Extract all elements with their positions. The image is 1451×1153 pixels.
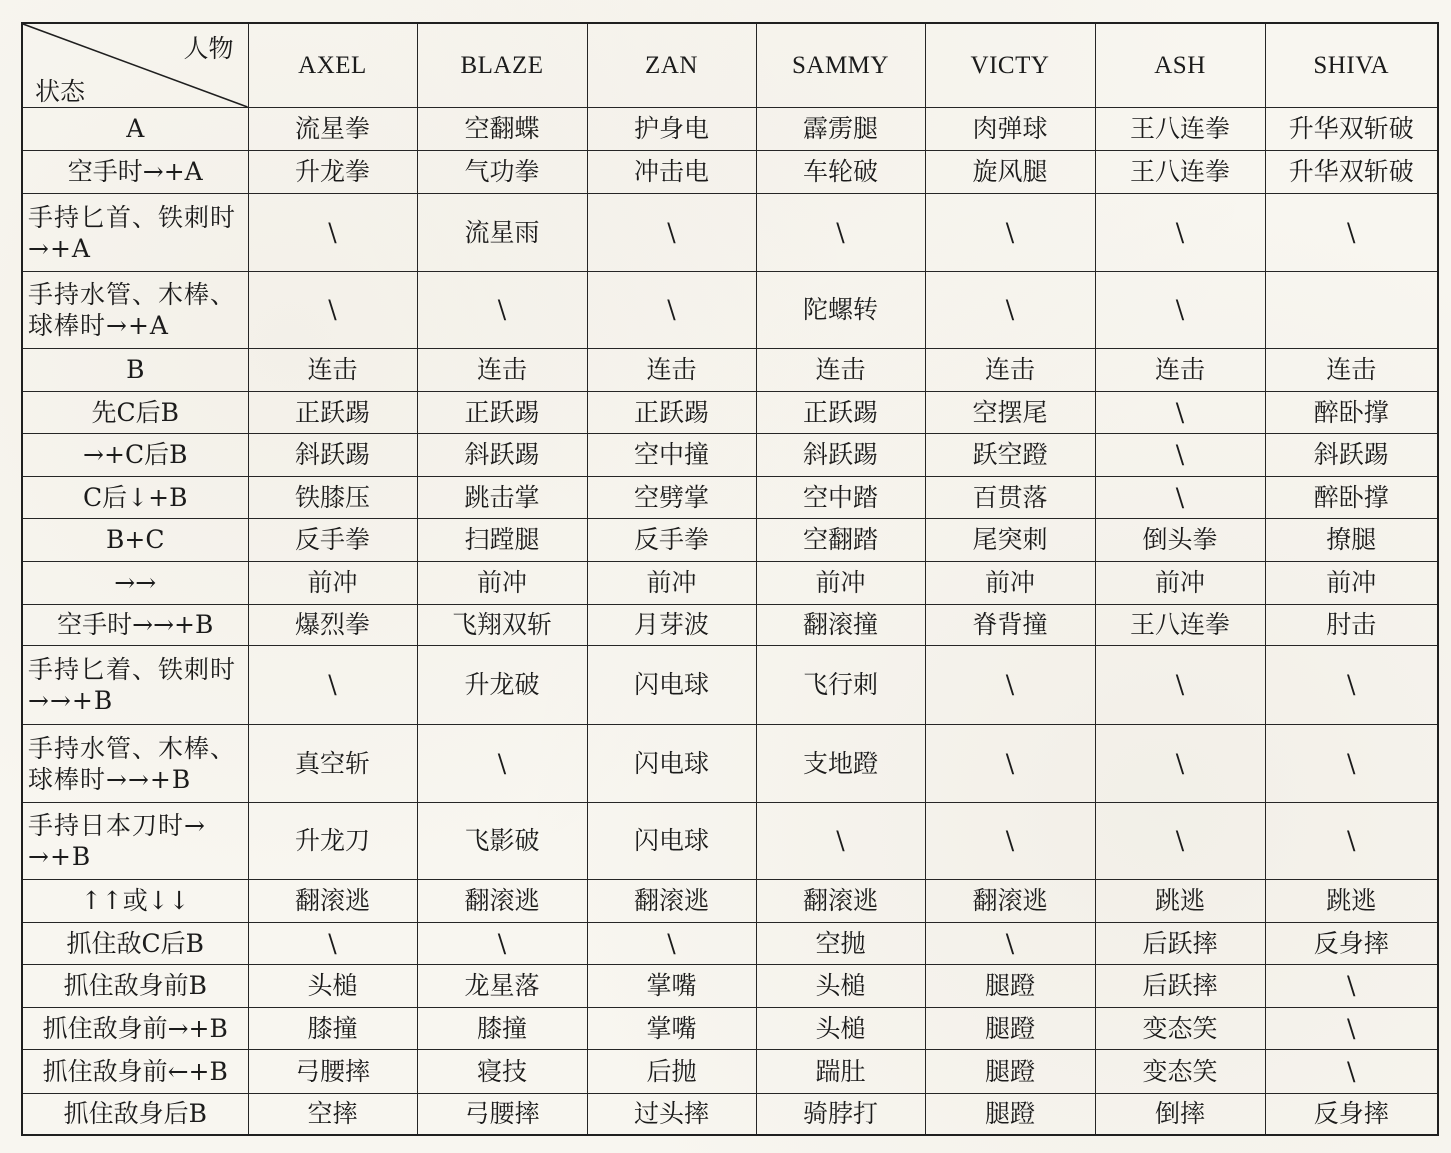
move-cell-zan: 月芽波	[587, 605, 756, 646]
move-cell-victy: 前冲	[925, 562, 1095, 605]
move-cell-sammy: 霹雳腿	[756, 108, 925, 151]
move-cell-sammy: 翻滚撞	[756, 605, 925, 646]
table-row	[22, 725, 1438, 803]
move-cell-shiva: \	[1265, 194, 1438, 272]
move-cell-axel: 膝撞	[248, 1008, 417, 1050]
move-cell-sammy: \	[756, 194, 925, 272]
move-cell-ash: \	[1095, 725, 1265, 803]
move-cell-ash: \	[1095, 477, 1265, 519]
table-row	[22, 272, 1438, 349]
move-cell-zan: 正跃踢	[587, 392, 756, 434]
move-cell-victy: \	[925, 194, 1095, 272]
move-cell-shiva: \	[1265, 1050, 1438, 1094]
move-cell-blaze: 扫蹚腿	[417, 519, 587, 562]
state-label: →+C后B	[83, 440, 188, 469]
state-label-line-1: 手持水管、木棒、	[28, 280, 237, 309]
move-cell-axel: \	[248, 923, 417, 965]
table-row	[22, 392, 1438, 434]
table-row	[22, 605, 1438, 646]
state-label-line-2: →+A	[28, 233, 91, 263]
move-cell-ash: \	[1095, 392, 1265, 434]
move-cell-zan: 反手拳	[587, 519, 756, 562]
move-cell-zan: 过头摔	[587, 1094, 756, 1135]
move-cell-blaze: 龙星落	[417, 965, 587, 1008]
move-cell-zan: 闪电球	[587, 803, 756, 880]
move-cell-shiva: \	[1265, 965, 1438, 1008]
move-cell-blaze: 跳击掌	[417, 477, 587, 519]
move-cell-axel: 弓腰摔	[248, 1050, 417, 1094]
move-cell-axel: 翻滚逃	[248, 880, 417, 923]
header-row	[22, 23, 1438, 108]
state-cell	[22, 1008, 248, 1050]
move-cell-sammy: 空中踏	[756, 477, 925, 519]
move-cell-blaze: 气功拳	[417, 151, 587, 194]
state-cell	[22, 923, 248, 965]
move-cell-blaze: 翻滚逃	[417, 880, 587, 923]
move-cell-shiva	[1265, 272, 1438, 349]
move-cell-ash: 变态笑	[1095, 1008, 1265, 1050]
state-cell	[22, 1050, 248, 1094]
move-cell-blaze: 斜跃踢	[417, 434, 587, 477]
move-cell-axel: 升龙拳	[248, 151, 417, 194]
character-axis-label: 人物	[183, 34, 234, 63]
move-cell-shiva: \	[1265, 646, 1438, 725]
move-cell-blaze: 连击	[417, 349, 587, 392]
move-cell-ash: 前冲	[1095, 562, 1265, 605]
move-cell-blaze: 飞翔双斩	[417, 605, 587, 646]
move-cell-victy: \	[925, 646, 1095, 725]
move-cell-victy: 脊背撞	[925, 605, 1095, 646]
move-cell-axel: \	[248, 194, 417, 272]
move-cell-axel: 升龙刀	[248, 803, 417, 880]
move-cell-ash: 后跃摔	[1095, 965, 1265, 1008]
move-cell-sammy: \	[756, 803, 925, 880]
move-cell-axel: 前冲	[248, 562, 417, 605]
move-cell-shiva: \	[1265, 1008, 1438, 1050]
state-label: 空手时→+A	[67, 157, 203, 186]
move-cell-axel: 空摔	[248, 1094, 417, 1135]
move-cell-sammy: 头槌	[756, 1008, 925, 1050]
state-label: B+C	[106, 525, 165, 554]
state-label: B	[126, 355, 145, 384]
move-cell-sammy: 骑脖打	[756, 1094, 925, 1135]
state-label: 先C后B	[91, 397, 179, 427]
state-cell	[22, 194, 248, 272]
state-cell	[22, 646, 248, 725]
table-row	[22, 151, 1438, 194]
move-cell-zan: 空劈掌	[587, 477, 756, 519]
character-header-shiva: SHIVA	[1265, 23, 1438, 108]
character-header-axel: AXEL	[248, 23, 417, 108]
move-cell-sammy: 翻滚逃	[756, 880, 925, 923]
move-cell-shiva: 前冲	[1265, 562, 1438, 605]
move-cell-ash: 后跃摔	[1095, 923, 1265, 965]
state-label: A	[126, 114, 145, 143]
state-label-line-1: 手持水管、木棒、	[28, 733, 237, 763]
character-header-ash: ASH	[1095, 23, 1265, 108]
character-header-sammy: SAMMY	[756, 23, 925, 108]
state-label: 抓住敌身前B	[63, 971, 207, 1000]
move-cell-ash: \	[1095, 434, 1265, 477]
move-cell-shiva: 连击	[1265, 349, 1438, 392]
state-label-line-1: 手持匕首、铁刺时	[28, 202, 237, 232]
move-cell-shiva: 醉卧撑	[1265, 392, 1438, 434]
move-cell-ash: 王八连拳	[1095, 605, 1265, 646]
move-cell-sammy: 飞行刺	[756, 646, 925, 725]
state-cell	[22, 880, 248, 923]
state-cell	[22, 108, 248, 151]
move-cell-sammy: 空翻踏	[756, 519, 925, 562]
move-cell-victy: 腿蹬	[925, 1050, 1095, 1094]
state-cell	[22, 605, 248, 646]
table-row	[22, 434, 1438, 477]
table-row	[22, 108, 1438, 151]
move-cell-zan: 掌嘴	[587, 965, 756, 1008]
move-cell-zan: \	[587, 272, 756, 349]
move-cell-victy: 跃空蹬	[925, 434, 1095, 477]
table-row	[22, 519, 1438, 562]
move-cell-ash: 倒头拳	[1095, 519, 1265, 562]
state-label: 抓住敌身前→+B	[42, 1013, 228, 1043]
table-row	[22, 803, 1438, 880]
state-label: 抓住敌身前←+B	[42, 1056, 228, 1086]
move-cell-victy: 腿蹬	[925, 965, 1095, 1008]
move-cell-victy: 旋风腿	[925, 151, 1095, 194]
move-cell-zan: 后抛	[587, 1050, 756, 1094]
move-cell-axel: 流星拳	[248, 108, 417, 151]
move-cell-ash: 跳逃	[1095, 880, 1265, 923]
table-row	[22, 1094, 1438, 1135]
move-cell-sammy: 头槌	[756, 965, 925, 1008]
state-label-line-2: →→+B	[28, 686, 114, 715]
corner-header-cell	[22, 23, 248, 108]
move-cell-zan: 前冲	[587, 562, 756, 605]
move-cell-axel: 头槌	[248, 965, 417, 1008]
move-cell-shiva: 升华双斩破	[1265, 108, 1438, 151]
move-cell-zan: 掌嘴	[587, 1008, 756, 1050]
move-cell-ash: 变态笑	[1095, 1050, 1265, 1094]
state-cell	[22, 349, 248, 392]
move-cell-shiva: 反身摔	[1265, 923, 1438, 965]
table-row	[22, 646, 1438, 725]
state-label-line-2: 球棒时→→+B	[28, 764, 192, 794]
move-cell-victy: \	[925, 272, 1095, 349]
character-header-victy: VICTY	[925, 23, 1095, 108]
move-cell-ash: \	[1095, 803, 1265, 880]
move-cell-axel: \	[248, 272, 417, 349]
state-label: 空手时→→+B	[57, 610, 214, 639]
move-cell-shiva: 醉卧撑	[1265, 477, 1438, 519]
state-label: →→	[114, 568, 157, 597]
move-cell-blaze: \	[417, 272, 587, 349]
table-row	[22, 1050, 1438, 1094]
state-cell	[22, 434, 248, 477]
move-cell-blaze: 前冲	[417, 562, 587, 605]
move-cell-victy: 腿蹬	[925, 1094, 1095, 1135]
state-cell	[22, 477, 248, 519]
move-cell-shiva: 肘击	[1265, 605, 1438, 646]
move-cell-sammy: 空抛	[756, 923, 925, 965]
state-cell	[22, 392, 248, 434]
move-cell-zan: 护身电	[587, 108, 756, 151]
move-cell-axel: 爆烈拳	[248, 605, 417, 646]
document-page	[21, 22, 1437, 1136]
move-cell-zan: 冲击电	[587, 151, 756, 194]
state-cell	[22, 725, 248, 803]
move-cell-blaze: 寝技	[417, 1050, 587, 1094]
table-row	[22, 1008, 1438, 1050]
move-cell-axel: 铁膝压	[248, 477, 417, 519]
move-cell-zan: \	[587, 194, 756, 272]
table-row	[22, 194, 1438, 272]
move-cell-zan: 闪电球	[587, 725, 756, 803]
move-cell-shiva: 反身摔	[1265, 1094, 1438, 1135]
table-row	[22, 477, 1438, 519]
character-header-blaze: BLAZE	[417, 23, 587, 108]
move-cell-sammy: 陀螺转	[756, 272, 925, 349]
move-cell-sammy: 前冲	[756, 562, 925, 605]
move-cell-axel: \	[248, 646, 417, 725]
state-label-line-1: 手持日本刀时→	[28, 811, 206, 840]
move-cell-blaze: 空翻蝶	[417, 108, 587, 151]
move-cell-sammy: 连击	[756, 349, 925, 392]
move-cell-zan: 翻滚逃	[587, 880, 756, 923]
move-cell-ash: \	[1095, 646, 1265, 725]
move-cell-victy: 翻滚逃	[925, 880, 1095, 923]
state-label: 抓住敌C后B	[66, 928, 204, 958]
table-row	[22, 880, 1438, 923]
state-label: ↑↑或↓↓	[80, 886, 190, 915]
move-cell-blaze: 飞影破	[417, 803, 587, 880]
state-cell	[22, 965, 248, 1008]
move-cell-blaze: \	[417, 725, 587, 803]
move-cell-ash: 王八连拳	[1095, 108, 1265, 151]
move-cell-victy: 连击	[925, 349, 1095, 392]
move-cell-victy: \	[925, 725, 1095, 803]
state-label: C后↓+B	[83, 482, 188, 512]
move-cell-blaze: 流星雨	[417, 194, 587, 272]
move-cell-ash: 连击	[1095, 349, 1265, 392]
move-cell-zan: 连击	[587, 349, 756, 392]
move-cell-sammy: 支地蹬	[756, 725, 925, 803]
move-cell-sammy: 踹肚	[756, 1050, 925, 1094]
state-cell	[22, 519, 248, 562]
move-cell-zan: 闪电球	[587, 646, 756, 725]
move-cell-sammy: 车轮破	[756, 151, 925, 194]
move-cell-zan: \	[587, 923, 756, 965]
move-cell-victy: 百贯落	[925, 477, 1095, 519]
move-cell-axel: 正跃踢	[248, 392, 417, 434]
move-cell-axel: 连击	[248, 349, 417, 392]
move-cell-axel: 真空斩	[248, 725, 417, 803]
move-cell-victy: 腿蹬	[925, 1008, 1095, 1050]
move-cell-shiva: \	[1265, 803, 1438, 880]
move-cell-sammy: 正跃踢	[756, 392, 925, 434]
move-cell-ash: 王八连拳	[1095, 151, 1265, 194]
move-cell-zan: 空中撞	[587, 434, 756, 477]
move-cell-ash: 倒摔	[1095, 1094, 1265, 1135]
move-cell-blaze: 正跃踢	[417, 392, 587, 434]
move-cell-victy: 尾突刺	[925, 519, 1095, 562]
table-row	[22, 349, 1438, 392]
move-cell-ash: \	[1095, 272, 1265, 349]
state-cell	[22, 562, 248, 605]
state-cell	[22, 803, 248, 880]
state-cell	[22, 272, 248, 349]
state-label-line-2: →+B	[28, 842, 92, 871]
state-cell	[22, 1094, 248, 1135]
state-label-line-2: 球棒时→+A	[28, 311, 169, 340]
move-cell-blaze: 升龙破	[417, 646, 587, 725]
move-cell-blaze: \	[417, 923, 587, 965]
state-label: 抓住敌身后B	[63, 1098, 207, 1128]
table-row	[22, 965, 1438, 1008]
move-cell-victy: 肉弹球	[925, 108, 1095, 151]
move-cell-blaze: 弓腰摔	[417, 1094, 587, 1135]
move-cell-sammy: 斜跃踢	[756, 434, 925, 477]
move-cell-victy: \	[925, 803, 1095, 880]
move-cell-victy: 空摆尾	[925, 392, 1095, 434]
state-label-line-1: 手持匕着、铁刺时	[28, 655, 237, 684]
move-cell-axel: 斜跃踢	[248, 434, 417, 477]
move-cell-shiva: 跳逃	[1265, 880, 1438, 923]
move-cell-shiva: 斜跃踢	[1265, 434, 1438, 477]
character-header-zan: ZAN	[587, 23, 756, 108]
move-cell-axel: 反手拳	[248, 519, 417, 562]
move-cell-blaze: 膝撞	[417, 1008, 587, 1050]
move-cell-shiva: \	[1265, 725, 1438, 803]
state-cell	[22, 151, 248, 194]
table-row	[22, 562, 1438, 605]
table-row	[22, 923, 1438, 965]
move-cell-ash: \	[1095, 194, 1265, 272]
move-cell-shiva: 撩腿	[1265, 519, 1438, 562]
move-cell-victy: \	[925, 923, 1095, 965]
state-axis-label: 状态	[35, 77, 86, 106]
character-moves-table	[21, 22, 1439, 1136]
move-cell-shiva: 升华双斩破	[1265, 151, 1438, 194]
